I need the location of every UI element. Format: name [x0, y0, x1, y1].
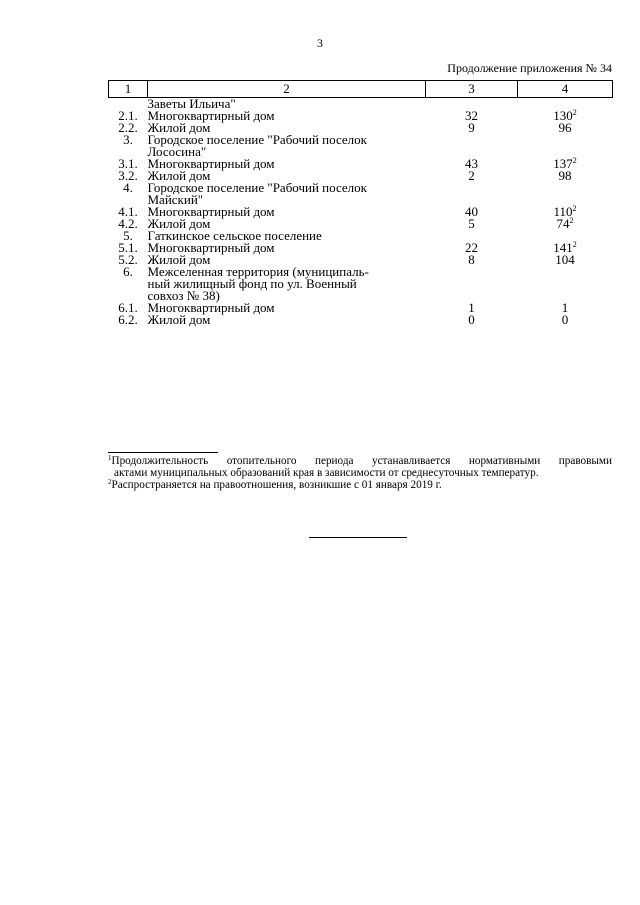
row-name-line: Жилой дом	[147, 216, 211, 231]
footnote-1-line-1: Продолжительность отопительного периода устанавливается нормативными правовыми	[111, 455, 612, 467]
header-col-3: 3	[426, 81, 518, 98]
data-table	[108, 80, 613, 326]
row-value-col-4-number: 98	[558, 168, 572, 183]
row-name	[148, 182, 426, 206]
row-name-line: ный жилищный фонд по ул. Военный	[147, 276, 357, 291]
row-name-line: Многоквартирный дом	[147, 108, 275, 123]
row-name	[148, 266, 426, 302]
row-number: 6.1.	[118, 300, 138, 315]
row-name-line: Лососина"	[147, 144, 207, 159]
row-number: 6.2.	[118, 312, 138, 327]
row-name-line: Многоквартирный дом	[147, 204, 275, 219]
row-value-col-4-number: 1	[561, 300, 569, 315]
row-value-col-4	[518, 182, 613, 206]
row-value-col-4-number: 141	[553, 240, 573, 255]
row-name-line: Майский"	[147, 192, 204, 207]
row-name-line: Многоквартирный дом	[147, 156, 275, 171]
table-row	[109, 182, 613, 206]
row-value-col-3: 1	[468, 300, 475, 315]
row-value-col-4	[518, 314, 613, 326]
row-number: 5.2.	[118, 252, 138, 267]
row-value-col-3: 0	[468, 312, 475, 327]
row-name-line: Жилой дом	[147, 312, 211, 327]
row-number: 3.	[123, 132, 133, 147]
row-footnote-ref: 2	[572, 240, 577, 249]
header-col-1: 1	[109, 81, 148, 98]
row-value-col-3: 9	[468, 120, 475, 135]
row-value-col-4-number: 104	[555, 252, 575, 267]
continuation-label: Продолжение приложения № 34	[447, 61, 612, 75]
table-header-row	[109, 81, 613, 98]
row-value-col-3: 2	[468, 168, 475, 183]
footnote-separator	[108, 452, 218, 453]
row-value-col-4	[518, 134, 613, 158]
header-col-4: 4	[518, 81, 613, 98]
footnote-2-mark: 2	[108, 478, 112, 486]
table-body	[109, 98, 613, 327]
row-footnote-ref: 2	[572, 108, 577, 117]
footnote-1-mark: 1	[108, 454, 112, 462]
row-value-col-4-number: 137	[553, 156, 573, 171]
row-number: 4.2.	[118, 216, 138, 231]
page-number: 3	[317, 36, 323, 50]
table-row	[109, 134, 613, 158]
row-value-col-3	[426, 266, 518, 302]
row-name	[148, 314, 426, 326]
row-number: 5.	[123, 228, 133, 243]
row-number: 4.	[123, 180, 133, 195]
row-number: 6.	[123, 264, 133, 279]
row-value-col-3: 40	[465, 204, 478, 219]
row-number: 5.1.	[118, 240, 138, 255]
row-name-line: совхоз № 38)	[147, 288, 220, 303]
end-separator	[309, 537, 407, 538]
row-name-line: Городское поселение "Рабочий поселок	[147, 132, 367, 147]
row-value-col-3: 32	[465, 108, 478, 123]
row-footnote-ref: 2	[572, 204, 577, 213]
row-value-col-3: 43	[465, 156, 478, 171]
row-number: 4.1.	[118, 204, 138, 219]
row-value-col-3: 22	[465, 240, 478, 255]
row-value-col-4	[518, 218, 613, 230]
table-row	[109, 314, 613, 326]
row-number: 3.2.	[118, 168, 138, 183]
row-value-col-4-number: 74	[556, 216, 570, 231]
row-number: 3.1.	[118, 156, 138, 171]
row-value-col-3	[426, 134, 518, 158]
row-name-line: Жилой дом	[147, 120, 211, 135]
row-name-line: Заветы Ильича"	[147, 96, 236, 111]
footnote-1	[108, 455, 612, 467]
row-value-col-3: 8	[468, 252, 475, 267]
row-name-line: Межселенная территория (муниципаль-	[147, 264, 369, 279]
table-row	[109, 266, 613, 302]
row-footnote-ref: 2	[569, 216, 574, 225]
row-number: 2.2.	[118, 120, 138, 135]
row-value-col-4-number: 0	[561, 312, 569, 327]
row-name-line: Жилой дом	[147, 168, 211, 183]
row-value-col-4-number: 96	[558, 120, 572, 135]
row-value-col-4	[518, 266, 613, 302]
footnote-1-line-2: актами муниципальных образований края в зависимости от среднесуточных температур.	[114, 467, 539, 479]
header-col-2: 2	[148, 81, 426, 98]
row-name-line: Жилой дом	[147, 252, 211, 267]
row-footnote-ref: 2	[572, 156, 577, 165]
row-value-col-4	[518, 254, 613, 266]
row-value-col-4-number: 130	[553, 108, 573, 123]
row-name	[148, 134, 426, 158]
row-number: 2.1.	[118, 108, 138, 123]
row-name-line: Гаткинское сельское поселение	[147, 228, 322, 243]
row-value-col-4-number: 110	[553, 204, 573, 219]
row-value-col-4	[518, 122, 613, 134]
row-value-col-3: 5	[468, 216, 475, 231]
footnote-2	[108, 479, 612, 491]
row-name-line: Многоквартирный дом	[147, 300, 275, 315]
footnotes	[108, 455, 612, 491]
row-name-line: Городское поселение "Рабочий поселок	[147, 180, 367, 195]
row-value-col-3	[426, 182, 518, 206]
footnote-1-continuation	[108, 467, 612, 479]
footnote-2-text: Распространяется на правоотношения, возникшие с 01 января 2019 г.	[111, 479, 442, 491]
row-name-line: Многоквартирный дом	[147, 240, 275, 255]
row-value-col-4	[518, 170, 613, 182]
